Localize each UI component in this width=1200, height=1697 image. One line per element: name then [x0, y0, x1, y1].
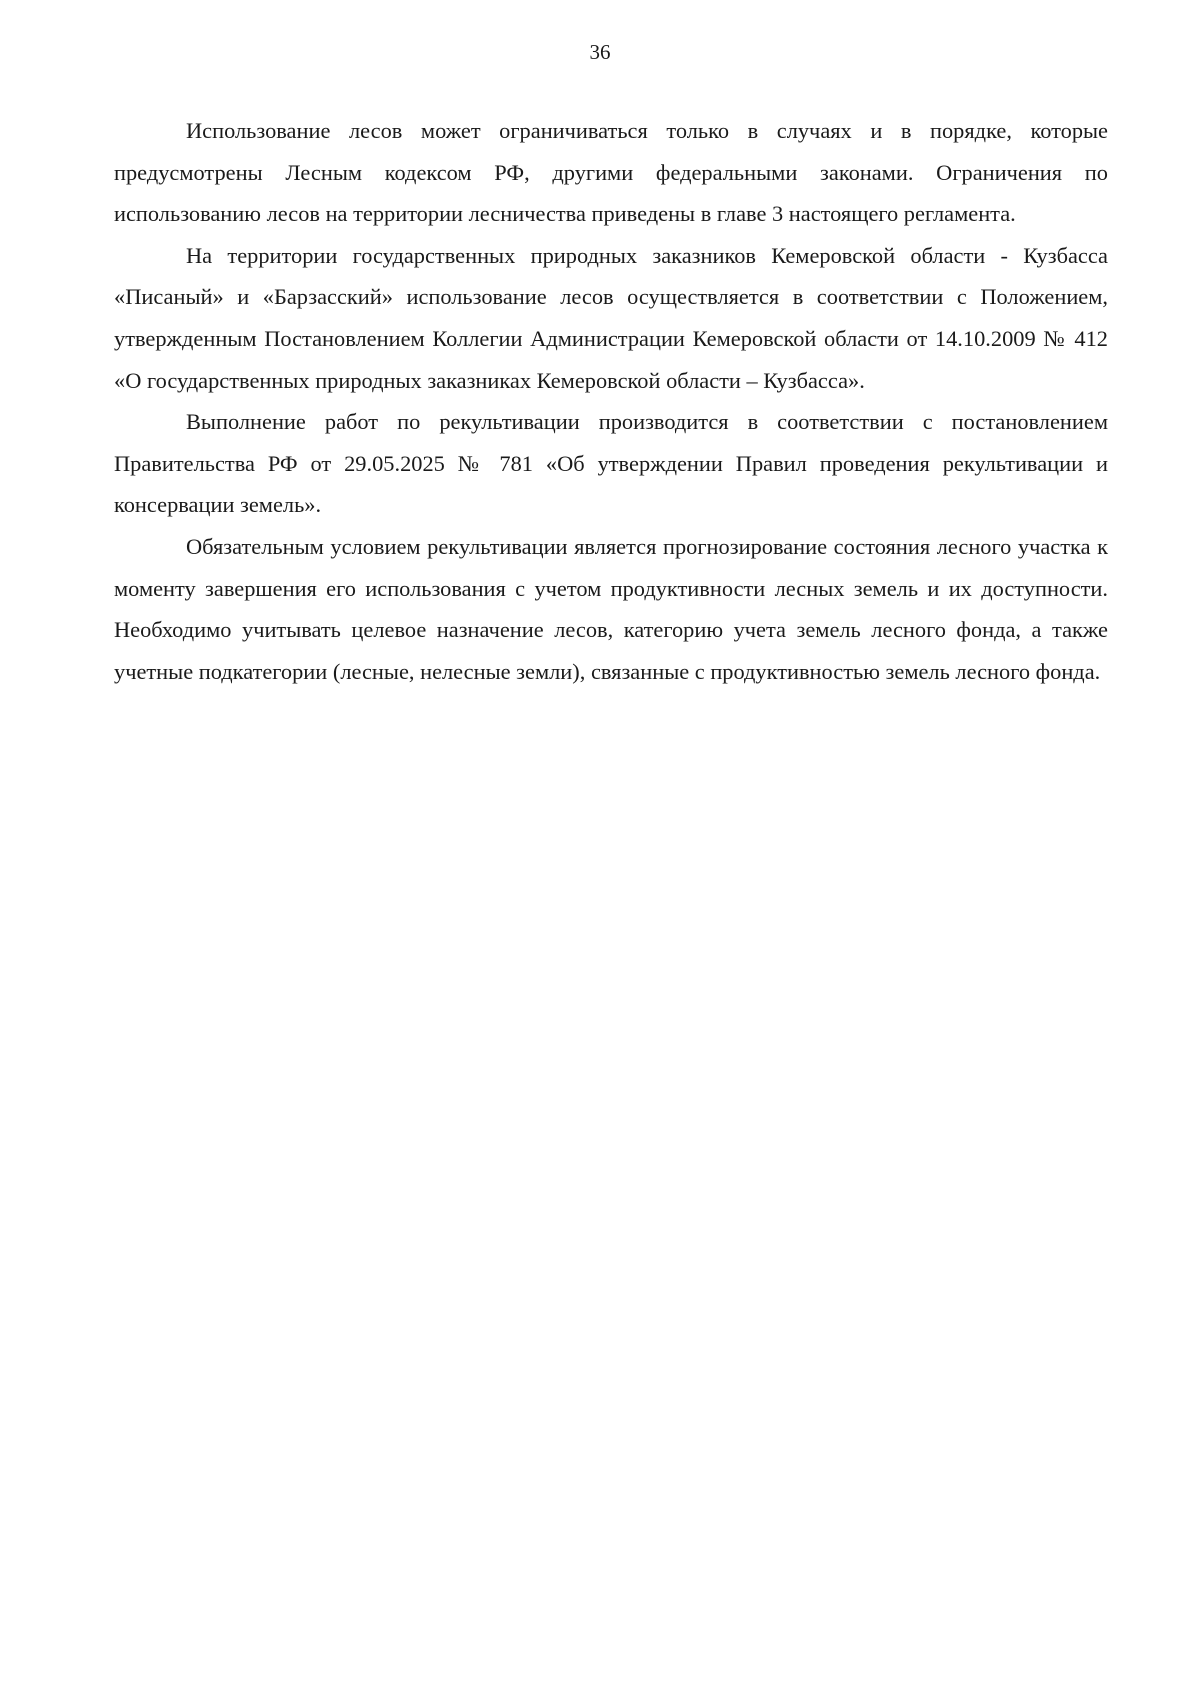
page-number: 36 [589, 40, 611, 64]
document-body [114, 110, 1108, 692]
paragraph-forest-use-restrictions: Использование лесов может ограничиваться только в случаях и в порядке, которые предусмотрены Лесным кодексом РФ, другими федеральными законами. Ограничения по использованию лесов на территории лесничества приведены в главе 3 настоящего регламента. [114, 118, 1108, 227]
paragraph-recultivation-conditions: Обязательным условием рекультивации является прогнозирование состояния лесного участка к моменту завершения его использования с учетом продуктивности лесных земель и их доступности. Необходимо учитывать целевое назначение лесов, категорию учета земель лесного фонда, а также учетные подкатегории (лесные, нелесные земли), связанные с продуктивностью земель лесного фонда. [114, 533, 1108, 684]
paragraph-nature-reserves: На территории государственных природных заказников Кемеровской области - Кузбасса «Писаный» и «Барзасский» использование лесов осуществляется в соответствии с Положением, утвержденным Постановлением Коллегии Администрации Кемеровской области от 14.10.2009 № 412 «О государственных природных заказниках Кемеровской области – Кузбасса». [114, 242, 1108, 393]
paragraph-recultivation-works: Выполнение работ по рекультивации производится в соответствии с постановлением Правительства РФ от 29.05.2025 № 781 «Об утверждении Правил проведения рекультивации и консервации земель». [114, 409, 1108, 518]
